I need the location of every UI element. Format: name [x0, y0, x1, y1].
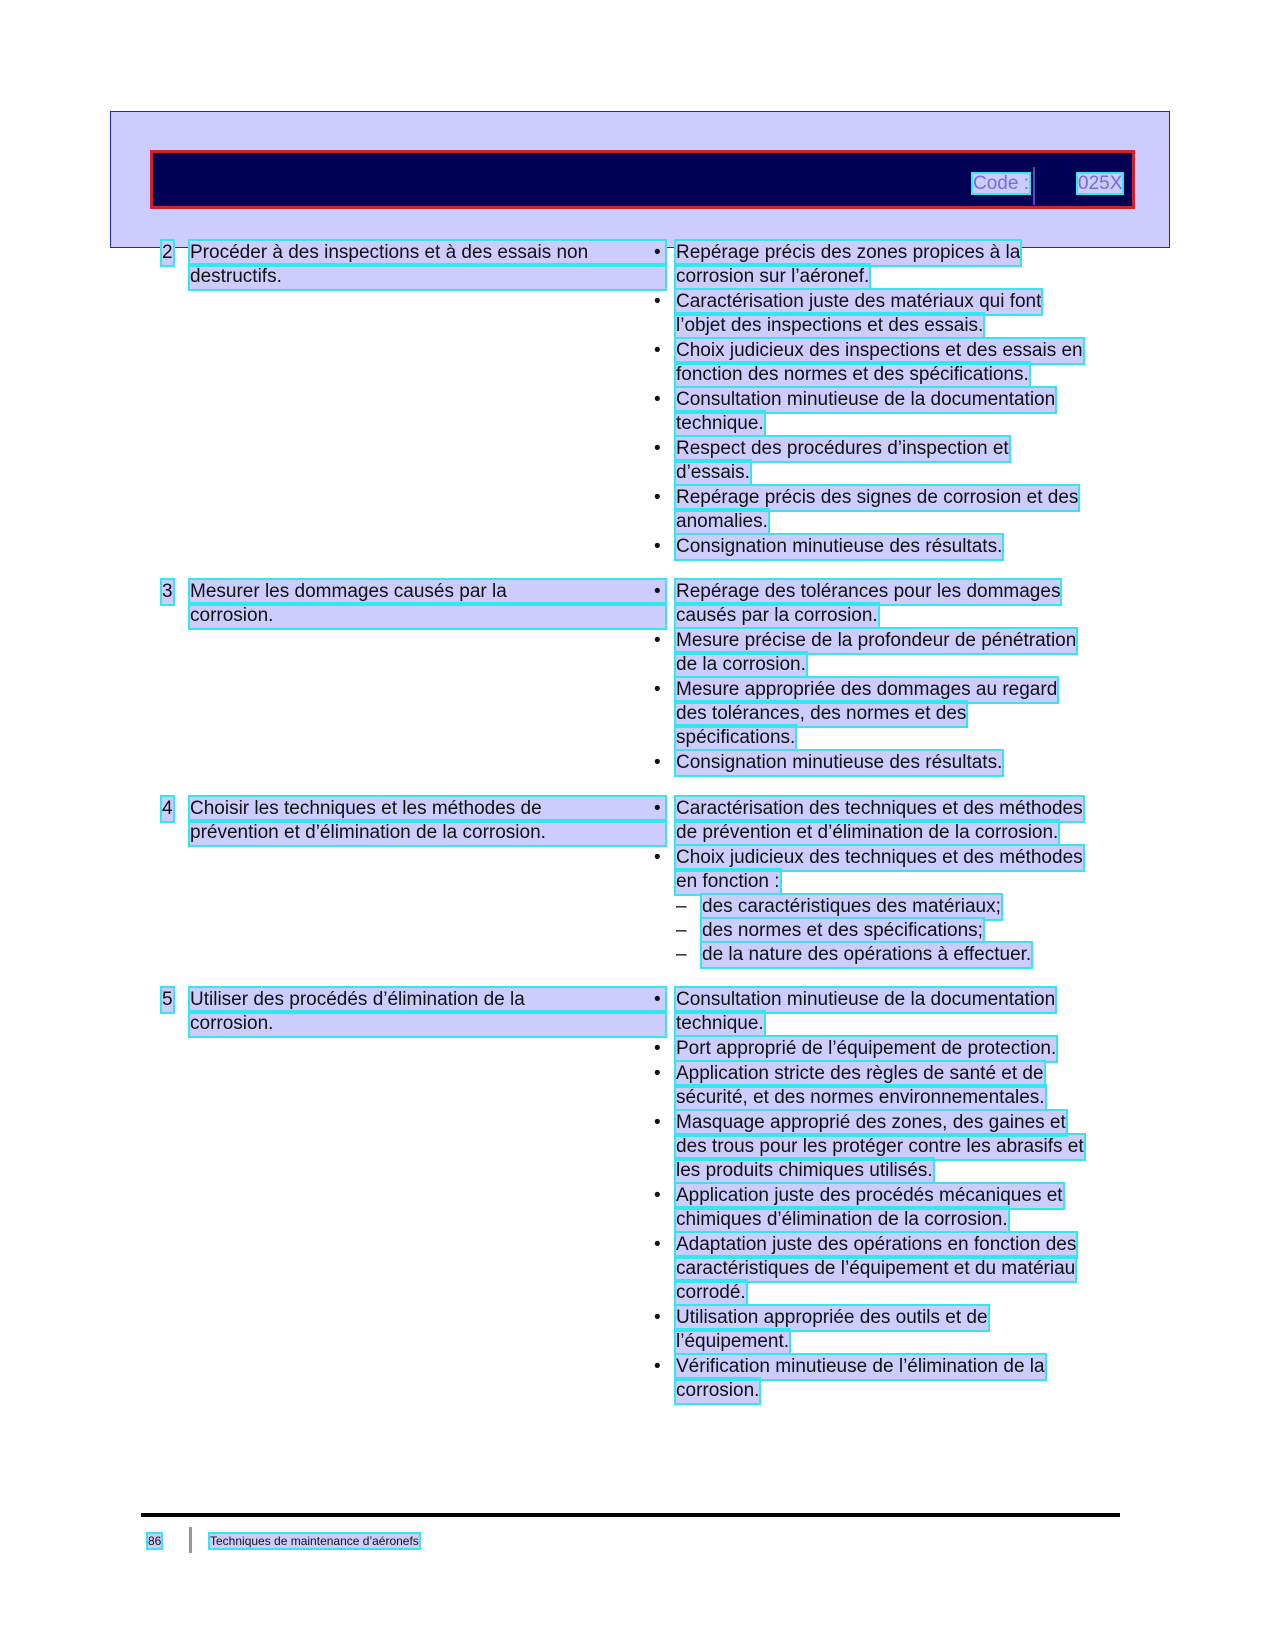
section-title — [190, 241, 665, 289]
section-number: 4 — [162, 798, 173, 819]
section-title-line: Choisir les techniques et les méthodes de — [190, 797, 665, 821]
header-bar — [150, 150, 1135, 209]
criterion-line: Consultation minutieuse de la documentation — [676, 989, 1056, 1010]
criterion-line: les produits chimiques utilisés. — [676, 1160, 933, 1181]
criterion-line: corrosion sur l’aéronef. — [676, 266, 870, 287]
criterion-line: fonction des normes et des spécifications. — [676, 364, 1029, 385]
bullet-icon: • — [654, 798, 661, 819]
bullet-icon: • — [654, 1356, 661, 1377]
criterion-subitem-line: des caractéristiques des matériaux; — [702, 896, 1001, 917]
section-title-line: Procéder à des inspections et à des essais non — [190, 241, 665, 265]
criterion-line: Repérage précis des signes de corrosion et des — [676, 487, 1079, 508]
criterion-line: l’objet des inspections et des essais. — [676, 315, 984, 336]
section-title-line: prévention et d’élimination de la corrosion. — [190, 821, 665, 845]
criterion-subitem — [654, 895, 1124, 919]
section-title-line: corrosion. — [190, 1012, 665, 1036]
criterion-subitem-line: de la nature des opérations à effectuer. — [702, 944, 1032, 965]
bullet-icon: • — [654, 630, 661, 651]
bullet-icon: • — [654, 1038, 661, 1059]
criterion-item — [654, 797, 1124, 845]
criterion-line: des trous pour les protéger contre les abrasifs et — [676, 1136, 1084, 1157]
criterion-line: sécurité, et des normes environnementales. — [676, 1087, 1045, 1108]
criterion-line: Masquage approprié des zones, des gaines et — [676, 1112, 1066, 1133]
criterion-line: anomalies. — [676, 511, 768, 532]
criterion-item — [654, 846, 1124, 894]
bullet-icon: • — [654, 1063, 661, 1084]
dash-icon: – — [676, 896, 687, 917]
criterion-line: Caractérisation juste des matériaux qui font — [676, 291, 1042, 312]
criterion-item — [654, 751, 1124, 775]
bullet-icon: • — [654, 438, 661, 459]
criterion-line: Application stricte des règles de santé et de — [676, 1063, 1044, 1084]
code-value: 025X — [1078, 173, 1123, 194]
bullet-icon: • — [654, 679, 661, 700]
bullet-icon: • — [654, 291, 661, 312]
bullet-icon: • — [654, 847, 661, 868]
dash-icon: – — [676, 920, 687, 941]
section-title — [190, 797, 665, 845]
criterion-line: Caractérisation des techniques et des méthodes — [676, 798, 1083, 819]
criterion-item — [654, 580, 1124, 628]
criterion-line: spécifications. — [676, 727, 796, 748]
criterion-line: Respect des procédures d’inspection et — [676, 438, 1009, 459]
bullet-icon: • — [654, 1112, 661, 1133]
criterion-line: des tolérances, des normes et des — [676, 703, 967, 724]
criterion-item — [654, 988, 1124, 1036]
criterion-line: Repérage des tolérances pour les dommages — [676, 581, 1061, 602]
criterion-line: l’équipement. — [676, 1331, 790, 1352]
criterion-item — [654, 629, 1124, 677]
criterion-line: Mesure précise de la profondeur de pénétration — [676, 630, 1077, 651]
criterion-item — [654, 1184, 1124, 1232]
footer-rule — [141, 1513, 1120, 1517]
bullet-icon: • — [654, 1234, 661, 1255]
criterion-line: corrodé. — [676, 1282, 746, 1303]
bullet-icon: • — [654, 487, 661, 508]
criterion-item — [654, 1062, 1124, 1110]
criterion-line: d’essais. — [676, 462, 750, 483]
criterion-line: caractéristiques de l’équipement et du matériau — [676, 1258, 1076, 1279]
criterion-item — [654, 1306, 1124, 1354]
criterion-item — [654, 339, 1124, 387]
section-number: 3 — [162, 581, 173, 602]
bullet-icon: • — [654, 536, 661, 557]
criterion-line: Vérification minutieuse de l’élimination de la — [676, 1356, 1045, 1377]
criterion-item — [654, 1233, 1124, 1305]
bullet-icon: • — [654, 340, 661, 361]
criterion-line: Port approprié de l’équipement de protection. — [676, 1038, 1057, 1059]
criteria-list — [654, 580, 1124, 776]
footer-title: Techniques de maintenance d’aéronefs — [210, 1534, 419, 1548]
criterion-line: Adaptation juste des opérations en fonction des — [676, 1234, 1077, 1255]
criterion-line: technique. — [676, 1013, 764, 1034]
criterion-subitem — [654, 919, 1124, 943]
criteria-list — [654, 241, 1124, 560]
section-title-line: corrosion. — [190, 604, 665, 628]
criterion-line: chimiques d’élimination de la corrosion. — [676, 1209, 1008, 1230]
bullet-icon: • — [654, 752, 661, 773]
section-title — [190, 988, 665, 1036]
section-number: 5 — [162, 989, 173, 1010]
criterion-line: corrosion. — [676, 1380, 760, 1401]
criterion-line: Repérage précis des zones propices à la — [676, 242, 1021, 263]
section-title-line: Mesurer les dommages causés par la — [190, 580, 665, 604]
criterion-line: Choix judicieux des inspections et des essais en — [676, 340, 1083, 361]
criterion-item — [654, 678, 1124, 750]
bullet-icon: • — [654, 989, 661, 1010]
bullet-icon: • — [654, 1185, 661, 1206]
page-number: 86 — [148, 1534, 162, 1548]
criterion-item — [654, 388, 1124, 436]
criterion-item — [654, 1037, 1124, 1061]
criterion-item — [654, 437, 1124, 485]
bullet-icon: • — [654, 581, 661, 602]
criterion-item — [654, 290, 1124, 338]
section-title-line: Utiliser des procédés d’élimination de la — [190, 988, 665, 1012]
code-divider — [1033, 167, 1035, 205]
section-title-line: destructifs. — [190, 265, 665, 289]
criterion-item — [654, 535, 1124, 559]
footer-separator — [189, 1527, 192, 1553]
criterion-line: en fonction : — [676, 871, 780, 892]
dash-icon: – — [676, 944, 687, 965]
criterion-item — [654, 486, 1124, 534]
code-label: Code : — [973, 173, 1029, 194]
criteria-list — [654, 988, 1124, 1404]
criterion-subitem — [654, 943, 1124, 967]
criterion-line: Utilisation appropriée des outils et de — [676, 1307, 988, 1328]
criterion-line: Consultation minutieuse de la documentation — [676, 389, 1056, 410]
criterion-subitem-line: des normes et des spécifications; — [702, 920, 983, 941]
criterion-line: de prévention et d’élimination de la corrosion. — [676, 822, 1059, 843]
criterion-line: Consignation minutieuse des résultats. — [676, 752, 1003, 773]
criterion-line: technique. — [676, 413, 764, 434]
bullet-icon: • — [654, 1307, 661, 1328]
criteria-list — [654, 797, 1124, 967]
criterion-item — [654, 1111, 1124, 1183]
criterion-line: Application juste des procédés mécaniques et — [676, 1185, 1063, 1206]
section-title — [190, 580, 665, 628]
bullet-icon: • — [654, 242, 661, 263]
criterion-item — [654, 241, 1124, 289]
criterion-line: Choix judicieux des techniques et des méthodes — [676, 847, 1083, 868]
criterion-line: Mesure appropriée des dommages au regard — [676, 679, 1058, 700]
bullet-icon: • — [654, 389, 661, 410]
criterion-line: Consignation minutieuse des résultats. — [676, 536, 1003, 557]
section-number: 2 — [162, 242, 173, 263]
criterion-line: de la corrosion. — [676, 654, 806, 675]
criterion-item — [654, 1355, 1124, 1403]
criterion-line: causés par la corrosion. — [676, 605, 878, 626]
